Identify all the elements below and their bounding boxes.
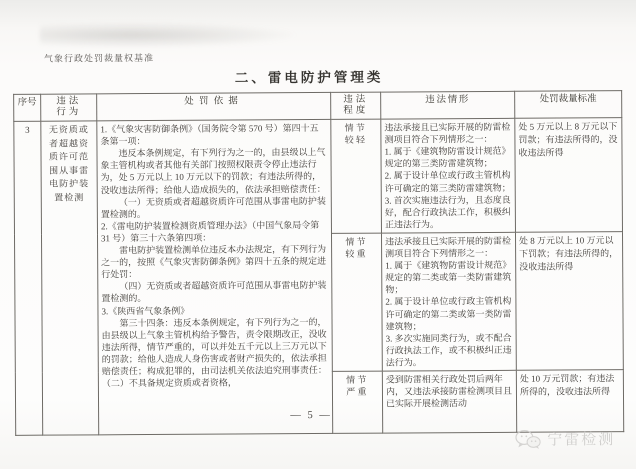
col-header-basis: 处罚依据 [97, 92, 331, 121]
situation-line: 2. 属于设计单位或行政主管机构许可确定的第三类防雷建筑物； [384, 170, 511, 194]
severity-degree-cell: 情节严重 [332, 371, 382, 433]
situation-line: 违法承接且已实际开展的防雷检测项目符合下列情形之一： [384, 121, 511, 145]
col-header-degree: 违法程度 [331, 92, 381, 119]
penalty-basis-line: 第三十四条：违反本条例规定，有下列行为之一的，由县级以上气象主管机构给予警告，责令限期改正，没收违法所得，情节严重的，可以并处五千元以上三万元以下的罚款；给他人造成人身伤害或者财产损失的，依法承担赔偿责任；构成犯罪的，由司法机关依法追究刑事责任：（二）不具备规定资质或者资格， [101, 316, 327, 389]
situation-line: 3. 首次实施违法行为，且态度良好，配合行政执法工作，积极纠正违法行为。 [384, 194, 511, 230]
penalty-basis-line: 雷电防护装置检测单位违反本办法规定，有下列行为之一的，按照《气象灾害防御条例》第四十五条的规定进行处罚： [101, 243, 327, 280]
page-title: 二、雷电防护管理类 [234, 69, 384, 86]
penalty-basis-cell [97, 120, 333, 435]
penalty-standard-cell: 处 8 万元以上 10 万元以下罚款；有违法所得的，没收违法所得 [515, 232, 623, 371]
severity-degree-cell: 情节较轻 [331, 119, 382, 233]
situation-cell [381, 118, 516, 233]
severity-degree-cell: 情节较重 [331, 233, 382, 371]
penalty-standard-cell: 处 5 万元以上 8 万元以下罚款；有违法所得的，没收违法所得 [515, 118, 623, 232]
situation-cell [382, 370, 516, 433]
situation-line: 3. 多次实施同类行为，或不配合行政执法工作，或不积极纠正违法行为。 [385, 332, 512, 368]
penalty-basis-line: 2.《雷电防护装置检测资质管理办法》（中国气象局令第 31 号）第三十六条第四项： [100, 219, 320, 244]
situation-line: 1. 属于《建筑物防雷设计规范》规定的第三类防雷建筑物； [384, 146, 511, 169]
penalty-rule-table [13, 90, 624, 436]
penalty-standard-cell: 处 10 万元罚款；有违法所得的，没收违法所得 [516, 370, 623, 433]
col-header-index: 序号 [14, 94, 41, 121]
col-header-standard: 处罚裁量标准 [515, 91, 622, 119]
penalty-basis-line: （一）无资质或者超越资质许可范围从事雷电防护装置检测的。 [100, 195, 326, 220]
col-header-behavior: 违法行为 [41, 94, 97, 121]
table-row [14, 118, 623, 236]
page-number: — 5 — [290, 409, 332, 422]
penalty-basis-line: （四）无资质或者超越资质许可范围从事雷电防护装置检测的。 [101, 280, 327, 304]
situation-cell [381, 232, 516, 371]
watermark [515, 428, 615, 450]
illegal-behavior-cell: 无资质或者超越资质许可范围从事雷电防护装置检测 [41, 121, 99, 435]
row-index-cell: 3 [14, 121, 43, 435]
penalty-basis-line: 1.《气象灾害防御条例》（国务院令第 570 号）第四十五条第一项： [100, 123, 319, 147]
watermark-text: 宁雷检测 [547, 431, 616, 449]
situation-line: 1. 属于《建筑物防雷设计规范》规定的第二类或第一类防雷建筑物； [385, 259, 512, 295]
situation-line: 违法承接且已实际开展的防雷检测项目符合下列情形之一： [385, 235, 512, 259]
document-header-note: 气象行政处罚裁量权基准 [43, 52, 154, 64]
situation-line: 2. 属于设计单位或行政主管机构许可确定的第二类或第一类防雷建筑物； [385, 296, 512, 332]
penalty-basis-line: 3.《陕西省气象条例》 [101, 305, 190, 316]
col-header-situation: 违法情形 [381, 91, 515, 119]
situation-line: 受到防雷相关行政处罚后两年内，又违法承接防雷检测项目且已实际开展检测活动 [385, 373, 513, 409]
penalty-basis-line: 违反本条例规定，有下列行为之一的，由县级以上气象主管机构或者其他有关部门按照权限责令停止违法行为，处 5 万元以上 10 万元以下的罚款；有违法所得的，没收违法所得；给他人造成损失的，依法承担赔偿责任： [100, 147, 326, 195]
table-header-row [14, 91, 622, 122]
wechat-chat-bubbles-icon [515, 429, 541, 449]
